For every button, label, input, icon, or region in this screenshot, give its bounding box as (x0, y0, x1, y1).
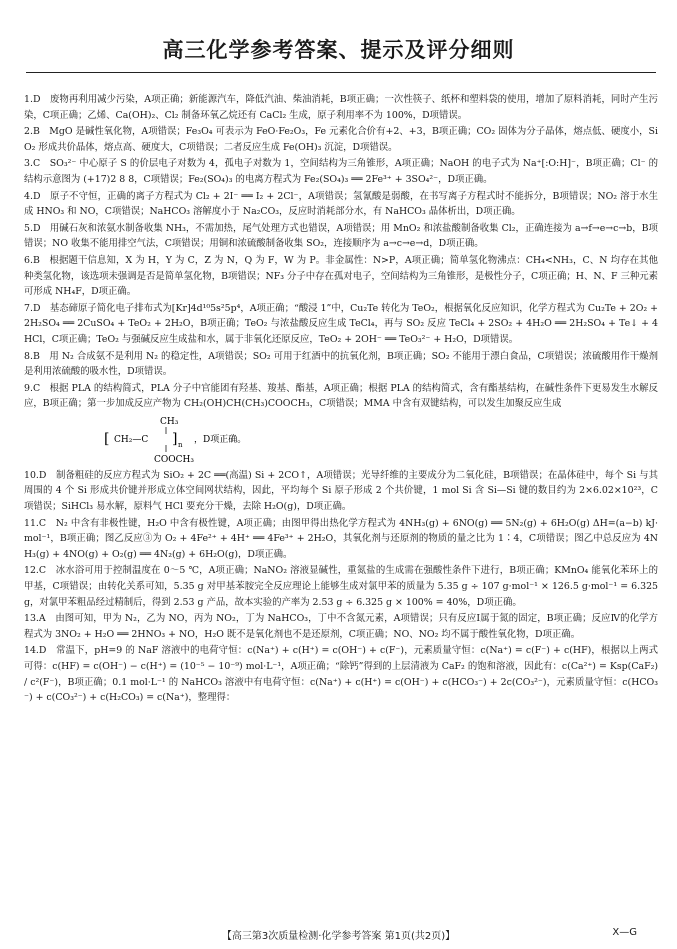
answer-number: 5.D (24, 222, 41, 234)
answer-text: 常温下，pH=9 的 NaF 溶液中的电荷守恒：c(Na⁺) + c(H⁺) = c(OH⁻) + c(F⁻)，元素质量守恒：c(Na⁺) = c(F⁻) + c(HF)，根据以上两式可得：c(HF) = c(OH⁻) − c(H⁺) = (10⁻⁵ − 10⁻⁹) mol·L⁻¹，A项正确；“除钙”得到的上层清液为 CaF₂ 的饱和溶液，因此有：c(Ca²⁺) = Ksp(CaF₂) / c²(F⁻)，B项正确；0.1 mol·L⁻¹ 的 NaHCO₃ 溶液中有电荷守恒：c(Na⁺) + c(H⁺) = c(OH⁻) + c(HCO₃⁻) + 2c(CO₃²⁻)，元素质量守恒：c(HCO₃⁻) + c(CO₃²⁻) + c(H₂CO₃) = c(Na⁺)，整理得： (24, 645, 658, 704)
title-divider (26, 72, 656, 73)
polymer-structure (64, 414, 324, 466)
answer-text: 用 N₂ 合成氨不是利用 N₂ 的稳定性，A项错误；SO₂ 可用于红酒中的抗氧化剂，B项正确；SO₂ 不能用于漂白食品，C项错误；浓硫酸用作干燥剂是利用浓硫酸的吸水性，D项错误。 (24, 350, 658, 378)
polymer-chain-label: CH₂—C (114, 434, 149, 445)
answer-number: 9.C (24, 382, 41, 394)
answer-item (24, 643, 658, 705)
svg-text:[: [ (104, 430, 110, 447)
answer-list (24, 92, 658, 707)
answer-item (24, 124, 658, 155)
svg-text:n: n (178, 440, 183, 449)
answer-number: 8.B (24, 350, 40, 362)
answer-number: 12.C (24, 565, 47, 577)
answer-text: 基态碲原子简化电子排布式为[Kr]4d¹⁰5s²5p⁴，A项正确；“酸浸 1”中，Cu₂Te 转化为 TeO₂，根据氧化反应知识，化学方程式为 Cu₂Te + 2O₂ + 2H₂SO₄ ══ 2CuSO₄ + TeO₂ + 2H₂O，B项正确；TeO₂ 与浓盐酸反应生成 TeCl₄，再与 SO₂ 反应 TeCl₄ + 2SO₂ + 4H₂O ══ 2H₂SO₄ + Te↓ + 4HCl，C项正确；TeO₂ 与强碱反应生成盐和水，属于非氧化还原反应，TeO₂ + 2OH⁻ ══ TeO₃²⁻ + H₂O，D项错误。 (24, 302, 658, 345)
answer-text: 由图可知，甲为 N₂，乙为 NO，丙为 NO₂，丁为 NaHCO₃，丁中不含氮元素，A项错误；只有反应Ⅰ属于氮的固定，B项正确；反应Ⅳ的化学方程式为 3NO₂ + H₂O ══ 2HNO₃ + NO，H₂O 既不是氧化剂也不是还原剂，C项正确；NO、NO₂ 均不属于酸性氧化物，D项正确。 (24, 613, 658, 640)
answer-number: 3.C (24, 158, 41, 170)
answer-text: MgO 是碱性氧化物，A项错误；Fe₃O₄ 可表示为 FeO·Fe₂O₃，Fe 元素化合价有+2、+3，B项正确；CO₂ 固体为分子晶体，熔点低、硬度小，SiO₂ 形成共价晶体，熔点高、硬度大，C项错误；二者反应生成 Fe(OH)₃ 沉淀，D项错误。 (24, 126, 658, 153)
page-footer (0, 927, 677, 943)
answer-item (24, 381, 658, 412)
answer-number: 14.D (24, 645, 47, 657)
answer-item (24, 301, 658, 348)
page-title: 高三化学参考答案、提示及评分细则 (162, 38, 515, 62)
answer-number: 1.D (24, 94, 41, 105)
answer-text: 根据 PLA 的结构简式，PLA 分子中官能团有羟基、羧基、酯基，A项正确；根据 PLA 的结构简式，含有酯基结构，在碱性条件下更易发生水解反应，B项正确；第一步加成反应产物为 CH₂(OH)CH(CH₃)COOCH₃，C项错误；MMA 中含有双键结构，可以发生加聚反应生成 (24, 382, 658, 410)
answer-item (24, 156, 658, 187)
footer-code: X—G (612, 927, 637, 938)
polymer-cooch3-label: COOCH₃ (154, 454, 194, 465)
answer-item (24, 563, 658, 610)
answer-item (24, 516, 658, 563)
answer-text: N₂ 中含有非极性键，H₂O 中含有极性键，A项正确；由图甲得出热化学方程式为 4NH₃(g) + 6NO(g) ══ 5N₂(g) + 6H₂O(g) ΔH=(a−b) kJ·mol⁻¹，B项正确；图乙反应③为 O₂ + 4Fe²⁺ + 4H⁺ ══ 4Fe³⁺ + 2H₂O，其氧化剂与还原剂的物质的量之比为 1∶4，C项错误；图乙中总反应为 4NH₃(g) + 4NO(g) + O₂(g) ══ 4N₂(g) + 6H₂O(g)，D项正确。 (24, 517, 658, 560)
answer-item (24, 468, 658, 515)
answer-number: 6.B (24, 254, 40, 266)
answer-number: 2.B (24, 126, 40, 138)
footer-caption: 【高三第3次质量检测·化学参考答案 第1页(共2页)】 (221, 931, 456, 942)
answer-number: 4.D (24, 190, 41, 202)
polymer-tail-text: ，D项正确。 (194, 434, 247, 445)
answer-text: 废物再利用减少污染，A项正确；新能源汽车，降低汽油、柴油消耗，B项正确；一次性筷子、纸杯和塑料袋的使用，增加了原料消耗，同时产生污染，C项正确；乙烯、Ca(OH)₂、Cl₂ 制备环氧乙烷还有 CaCl₂ 生成，原子利用率不为 100%，D项错误。 (24, 94, 658, 121)
answer-number: 7.D (24, 302, 41, 314)
answer-item (24, 611, 658, 642)
answer-text: SO₃²⁻ 中心原子 S 的价层电子对数为 4，孤电子对数为 1，空间结构为三角锥形，A项正确；NaOH 的电子式为 Na⁺[:O:H]⁻，B项正确；Cl⁻ 的结构示意图为 (+17)2 8 8，C项错误；Fe₂(SO₄)₃ 的电离方程式为 Fe₂(SO₄)₃ ══ 2Fe³⁺ + 3SO₄²⁻，D项正确。 (24, 158, 658, 185)
answer-text: 原子不守恒，正确的离子方程式为 Cl₂ + 2I⁻ ══ I₂ + 2Cl⁻，A项错误；氢氰酸是弱酸，在书写离子方程式时不能拆分，B项错误；NO₂ 溶于水生成 HNO₃ 和 NO，C项错误；NaHCO₃ 溶解度小于 Na₂CO₃，反应时消耗部分水，有 NaHCO₃ 晶体析出，D项正确。 (24, 190, 658, 218)
answer-number: 13.A (24, 613, 46, 625)
answer-item (24, 221, 658, 252)
answer-text: 制备粗硅的反应方程式为 SiO₂ + 2C ══(高温) Si + 2CO↑，A项错误；光导纤维的主要成分为二氧化硅，B项错误；在晶体硅中，每个 Si 与其周围的 4 个 Si 形成共价键并形成立体空间网状结构，因此，平均每个 Si 原子形成 2 个共价键，1 mol Si 含 Si—Si 键的数目约为 2×6.02×10²³，C项错误；SiHCl₃ 易水解，原料气 HCl 要充分干燥，去除 H₂O(g)，D项正确。 (24, 469, 658, 513)
svg-text:]: ] (172, 430, 178, 447)
answer-item (24, 189, 658, 220)
answer-number: 11.C (24, 517, 47, 529)
answer-item (24, 92, 658, 123)
answer-number: 10.D (24, 469, 47, 481)
polymer-ch3-label: CH₃ (160, 416, 179, 427)
answer-text: 冰水浴可用于控制温度在 0～5 ℃，A项正确；NaNO₂ 溶液显碱性，重氮盐的生成需在强酸性条件下进行，B项正确；KMnO₄ 能氧化苯环上的甲基，C项错误；由转化关系可知，5.35 g 对甲基苯胺完全反应理论上能够生成对氯甲苯的质量为 5.35 g ÷ 107 g·mol⁻¹ × 126.5 g·mol⁻¹ = 6.325 g，对氯甲苯粗品经过精制后，得到 2.53 g 产品，故本实验的产率为 2.53 g ÷ 6.325 g × 100% = 40%，D项正确。 (24, 565, 658, 608)
answer-item (24, 253, 658, 300)
answer-text: 用碱石灰和浓氨水制备收集 NH₃，不需加热，尾气处理方式也错误，A项错误；用 MnO₂ 和浓盐酸制备收集 Cl₂，正确连接为 a→f→e→c→b，B项错误；NO 收集不能用排空气法，C项错误；用铜和浓硫酸制备收集 SO₂，连接顺序为 a→c→e→d，D项正确。 (24, 222, 658, 250)
answer-item (24, 349, 658, 380)
answer-text: 根据题干信息知，X 为 H，Y 为 C，Z 为 N，Q 为 F，W 为 P。非金属性：N>P，A项正确；简单氢化物沸点：CH₄<NH₃，C、N 均存在其他种类氢化物，该选项未强调是否是简单氢化物，B项错误；NF₃ 分子中存在孤对电子，空间结构为三角锥形，是极性分子，C项正确；H、N、F 三种元素可形成 NH₄F，D项正确。 (24, 254, 658, 298)
